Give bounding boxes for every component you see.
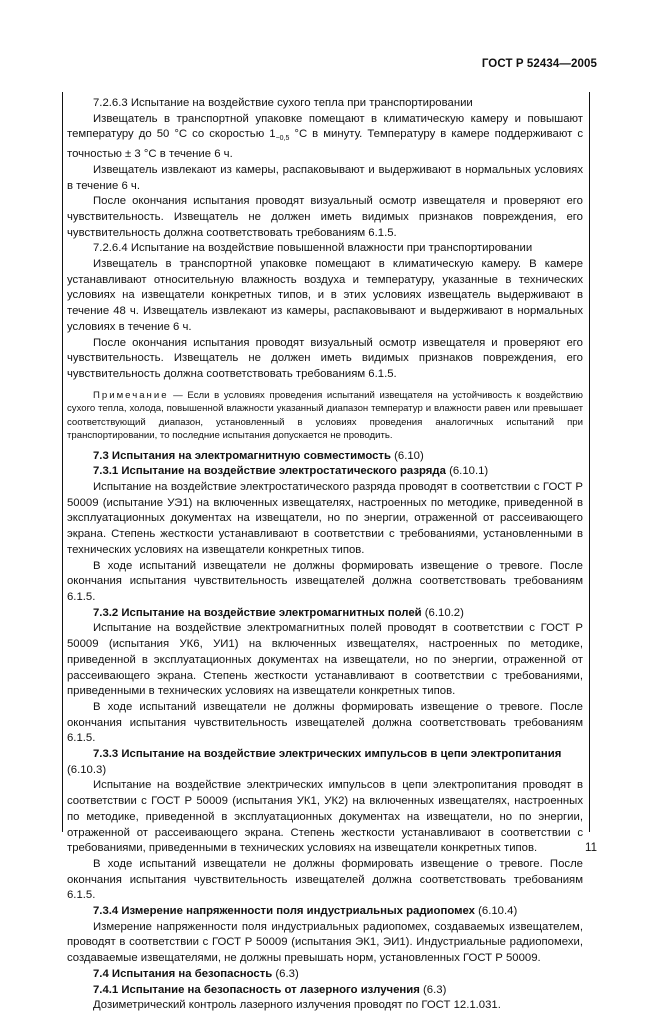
- section-title: 7.3.4 Измерение напряженности поля индустриальных радиопомех: [93, 905, 475, 918]
- paragraph: [67, 112, 583, 163]
- section-title: 7.4 Испытания на безопасность: [93, 967, 273, 980]
- paragraph: В ходе испытаний извещатели не должны формировать извещение о тревоге. После окончания испытания чувствительность извещателей должна соответствовать требованиям 6.1.5.: [67, 700, 583, 745]
- section-title: 7.3.1 Испытание на воздействие электростатического разряда: [93, 465, 446, 478]
- section-heading: [67, 967, 583, 983]
- section-heading: [67, 983, 583, 999]
- section-heading: [67, 606, 583, 622]
- section-title: 7.4.1 Испытание на безопасность от лазерного излучения: [93, 983, 420, 996]
- note-paragraph: [67, 389, 583, 443]
- paragraph: Извещатель в транспортной упаковке помещают в климатическую камеру. В камере устанавливают относительную влажность воздуха и температуру, указанные в технических условиях на извещатели конкретных типов, и в этих условиях извещатель выдерживают в течение 48 ч. Извещатель извлекают из камеры, распаковывают и выдерживают в нормальных условиях в течение 6 ч.: [67, 258, 583, 333]
- paragraph: 7.2.6.3 Испытание на воздействие сухого тепла при транспортировании: [93, 97, 473, 109]
- subscript-text: −0,5: [275, 135, 290, 143]
- paragraph: 7.2.6.4 Испытание на воздействие повышенной влажности при транспортировании: [93, 242, 533, 255]
- document-body: [67, 96, 583, 1014]
- paragraph: После окончания испытания проводят визуальный осмотр извещателя и проверяют его чувствительность. Извещатель не должен иметь видимых признаков повреждения, его чувствительность должна соответствовать требованиям 6.1.5.: [67, 195, 583, 239]
- section-reference: (6.10.3): [67, 763, 107, 776]
- paragraph: Испытание на воздействие электростатического разряда проводят в соответствии с ГОСТ Р 50009 (испытание УЭ1) на включенных извещателях, настроенных по методике, приведенной в эксплуатационных документах на извещатели, но по энергии, отраженной от рассеивающего экрана. Степень жесткости устанавливают в соответствии с требованиями, установленными в технических условиях на извещатели конкретных типов.: [67, 481, 583, 556]
- text-segment: °С в минуту. Температуру в камере поддерживают с точностью ± 3 °С в течение 6 ч.: [67, 128, 583, 161]
- paragraph: Дозиметрический контроль лазерного излучения проводят по ГОСТ 12.1.031.: [93, 999, 501, 1012]
- note-label: Примечание: [93, 389, 169, 401]
- section-title: 7.3 Испытания на электромагнитную совместимость: [93, 449, 391, 462]
- text-segment: Извещатель в транспортной упаковке помещают в климатическую камеру и повышают температуру до 50 °С со скоростью 1: [67, 112, 583, 141]
- section-reference: (6.10.1): [449, 465, 489, 478]
- section-reference: (6.3): [423, 983, 447, 996]
- paragraph: Испытание на воздействие электромагнитных полей проводят в соответствии с ГОСТ Р 50009 (испытания УК6, УИ1) на включенных извещателях, настроенных по методике, приведенной в эксплуатационных документах на извещатели, но по энергии, отраженной от рассеивающего экрана. Степень жесткости устанавливают в соответствии с требованиями, приведенными в технических условиях на извещатели конкретных типов.: [67, 622, 583, 698]
- paragraph: Извещатель извлекают из камеры, распаковывают и выдерживают в нормальных условиях в течение 6 ч.: [67, 163, 583, 192]
- paragraph: Измерение напряженности поля индустриальных радиопомех, создаваемых извещателем, проводят в соответствии с ГОСТ Р 50009 (испытания ЭК1, ЭИ1). Индустриальные радиопомехи, создаваемые извещателями, не должны превышать норм, установленных ГОСТ Р 50009.: [67, 920, 583, 965]
- paragraph: После окончания испытания проводят визуальный осмотр извещателя и проверяют его чувствительность. Извещатель не должен иметь видимых признаков повреждения, его чувствительность должна соответствовать требованиям 6.1.5.: [67, 336, 583, 380]
- text-segment: — Если в условиях проведения испытаний извещателя на устойчивость к воздействию сухого тепла, холода, повышенной влажности указанный диапазон температур и влажности равен или превышает соответствующий диапазон, установленный в условиях проведения аналогичных испытаний при транспортировании, то последние испытания допускается не проводить.: [67, 389, 583, 442]
- section-title: 7.3.2 Испытание на воздействие электромагнитных полей: [93, 606, 422, 619]
- section-reference: (6.10.2): [424, 606, 464, 619]
- page-number: 11: [585, 842, 597, 854]
- section-reference: (6.10.4): [478, 905, 518, 918]
- paragraph: В ходе испытаний извещатели не должны формировать извещение о тревоге. После окончания испытания чувствительность извещателей должна соответствовать требованиям 6.1.5.: [67, 857, 583, 902]
- paragraph: Испытание на воздействие электрических импульсов в цепи электропитания проводят в соответствии с ГОСТ Р 50009 (испытания УК1, УК2) на включенных извещателях, настроенных по методике, приведенной в эксплуатационных документах на извещатели, но по энергии, отраженной от рассеивающего экрана. Степень жесткости устанавливают в соответствии с требованиями, приведенными в технических условиях на извещатели конкретных типов.: [67, 779, 583, 855]
- section-heading: [67, 449, 583, 465]
- section-reference: (6.3): [275, 967, 299, 980]
- section-heading: [67, 747, 583, 778]
- section-title: 7.3.3 Испытание на воздействие электрических импульсов в цепи электропитания: [93, 748, 562, 761]
- section-reference: (6.10): [394, 449, 424, 462]
- document-header: ГОСТ Р 52434—2005: [481, 58, 597, 70]
- section-heading: [67, 904, 583, 920]
- paragraph: В ходе испытаний извещатели не должны формировать извещение о тревоге. После окончания испытания чувствительность извещателей должна соответствовать требованиям 6.1.5.: [67, 559, 583, 603]
- section-heading: [67, 464, 583, 480]
